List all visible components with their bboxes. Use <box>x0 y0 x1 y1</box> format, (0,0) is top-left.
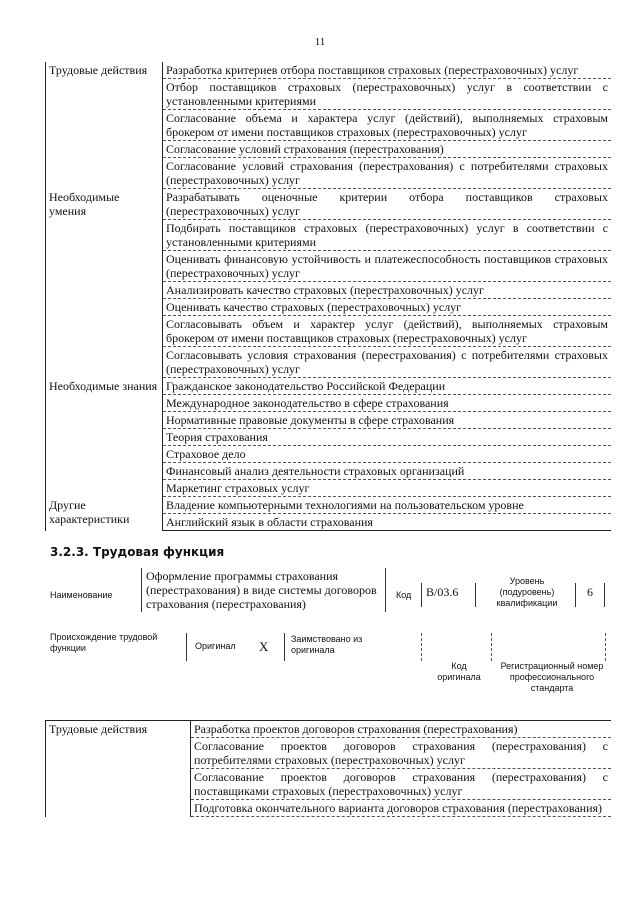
table-cell: Согласовывать объем и характер услуг (действий), выполняемых страховым брокером от имени поставщиков страховых (перестраховочных) услуг <box>163 316 612 347</box>
section-title: 3.2.3. Трудовая функция <box>50 545 225 559</box>
code-value-box <box>421 583 476 607</box>
original-box <box>186 633 281 661</box>
table-cell: Согласование объема и характера услуг (действий), выполняемых страховым брокером от имени поставщиков страховых (перестраховочных) услуг <box>163 110 612 141</box>
code-value: В/03.6 <box>426 585 459 599</box>
code-original-box <box>424 633 492 661</box>
row-label: Трудовые действия <box>46 721 191 817</box>
table-cell: Гражданское законодательство Российской Федерации <box>163 378 612 395</box>
table-cell: Международное законодательство в сфере страхования <box>163 395 612 412</box>
row-label: Трудовые действия <box>46 62 163 189</box>
table-row <box>46 497 612 514</box>
table-row <box>46 189 612 220</box>
reg-number-box <box>494 633 606 661</box>
table-cell: Отбор поставщиков страховых (перестраховочных) услуг в соответствии с установленными критериями <box>163 79 612 110</box>
table-cell: Согласовывать условия страхования (перестрахования) с потребителями страховых (перестраховочных) услуг <box>163 347 612 378</box>
borrowed-label: Заимствовано из оригинала <box>291 634 363 655</box>
original-mark: X <box>259 639 269 654</box>
table-cell: Согласование условий страхования (перестрахования) с потребителями страховых (перестраховочных) услуг <box>163 158 612 189</box>
row-label: Необходимые умения <box>46 189 163 378</box>
borrowed-box <box>284 633 422 661</box>
table-cell: Анализировать качество страховых (перестраховочных) услуг <box>163 282 612 299</box>
original-label: Оригинал <box>195 641 236 651</box>
table-cell: Маркетинг страховых услуг <box>163 480 612 497</box>
page-number: 11 <box>314 36 326 48</box>
origin-label: Происхождение трудовой функции <box>50 632 158 653</box>
row-label: Необходимые знания <box>46 378 163 497</box>
name-label: Наименование <box>50 590 113 600</box>
table-cell: Разработка критериев отбора поставщиков страховых (перестраховочных) услуг <box>163 62 612 79</box>
table-cell: Согласование условий страхования (перестрахования) <box>163 141 612 158</box>
table-cell: Страховое дело <box>163 446 612 463</box>
table-cell: Теория страхования <box>163 429 612 446</box>
table-cell: Согласование проектов договоров страхования (перестрахования) с потребителями страховых (перестраховочных) услуг <box>191 738 612 769</box>
table-cell: Подготовка окончательного варианта договоров страхования (перестрахования) <box>191 800 612 817</box>
name-value-box <box>141 568 386 612</box>
labor-function-table <box>45 62 611 531</box>
table-cell: Подбирать поставщиков страховых (перестраховочных) услуг в соответствии с установленными критериями <box>163 220 612 251</box>
table-cell: Владение компьютерными технологиями на пользовательском уровне <box>163 497 612 514</box>
table-cell: Оценивать финансовую устойчивость и платежеспособность поставщиков страховых (перестраховочных) услуг <box>163 251 612 282</box>
labor-actions-table <box>45 720 611 817</box>
code-label: Код <box>396 590 412 600</box>
table-cell: Оценивать качество страховых (перестраховочных) услуг <box>163 299 612 316</box>
row-label: Другие характеристики <box>46 497 163 531</box>
level-value: 6 <box>587 585 593 599</box>
table-row <box>46 378 612 395</box>
name-value: Оформление программы страхования (перестрахования) в виде системы договоров страхования (перестрахования) <box>146 569 377 611</box>
table-row <box>46 721 612 738</box>
code-original-label: Код оригинала <box>437 661 481 682</box>
table-row <box>46 62 612 79</box>
level-label: Уровень (подуровень) квалификации <box>496 576 558 608</box>
level-value-box <box>575 583 605 607</box>
table-cell: Согласование проектов договоров страхования (перестрахования) с поставщиками страховых (перестраховочных) услуг <box>191 769 612 800</box>
table-cell: Разработка проектов договоров страхования (перестрахования) <box>191 721 612 738</box>
reg-number-label: Регистрационный номер профессионального стандарта <box>500 661 604 693</box>
table-cell: Английский язык в области страхования <box>163 514 612 531</box>
table-cell: Разрабатывать оценочные критерии отбора поставщиков страховых (перестраховочных) услуг <box>163 189 612 220</box>
table-cell: Нормативные правовые документы в сфере страхования <box>163 412 612 429</box>
table-cell: Финансовый анализ деятельности страховых организаций <box>163 463 612 480</box>
